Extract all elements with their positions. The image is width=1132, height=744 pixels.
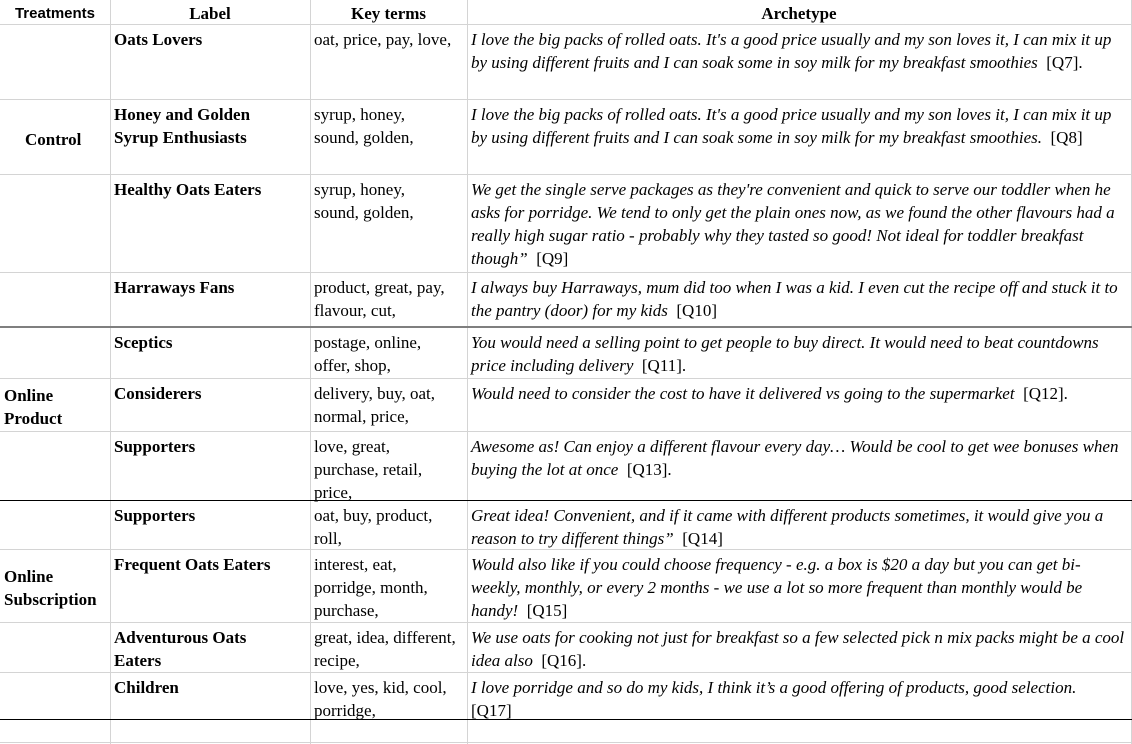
archetype-quote: Would also like if you could choose frequency - e.g. a box is $20 a day but you can get bi-weekly, monthly, or every 2 months - we use a lot so more frequent than monthly would be handy! — [471, 555, 1083, 620]
row-key-terms: syrup, honey, sound, golden, — [314, 105, 414, 147]
archetype-quote: You would need a selling point to get people to buy direct. It would need to beat countdowns price including delivery — [471, 333, 1099, 375]
row-divider — [0, 272, 1132, 273]
row-archetype — [471, 28, 1128, 74]
row-label: Harraways Fans — [114, 278, 235, 297]
row-archetype — [471, 553, 1130, 622]
archetype-quote: We use oats for cooking not just for breakfast so a few selected pick n mix packs might be a cool idea also — [471, 628, 1125, 670]
quote-reference: [Q11]. — [641, 356, 687, 375]
row-archetype — [471, 103, 1128, 149]
row-key-terms: interest, eat, porridge, month, purchase, — [314, 555, 428, 620]
column-divider — [110, 0, 111, 744]
row-key-terms: love, great, purchase, retail, price, — [314, 437, 423, 502]
row-label: Children — [114, 678, 179, 697]
row-archetype — [471, 676, 1111, 722]
row-divider — [0, 742, 1132, 743]
row-label: Frequent Oats Eaters — [114, 555, 271, 574]
column-divider — [310, 0, 311, 744]
quote-reference: [Q9] — [536, 249, 569, 268]
row-label: Healthy Oats Eaters — [114, 180, 262, 199]
row-label: Sceptics — [114, 333, 173, 352]
header-key-terms: Key terms — [350, 4, 427, 23]
row-archetype — [471, 276, 1128, 322]
column-divider — [467, 0, 468, 744]
quote-reference: [Q16]. — [541, 651, 587, 670]
row-divider — [0, 622, 1132, 623]
row-archetype — [471, 504, 1130, 550]
archetype-quote: We get the single serve packages as they're convenient and quick to serve our toddler when he asks for porridge. We tend to only get the plain ones now, as we found the other flavours had a really high sugar ratio - probably why they tasted so good! Not ideal for toddler breakfast though” — [471, 180, 1115, 268]
row-archetype — [471, 331, 1111, 377]
row-key-terms: great, idea, different, recipe, — [314, 628, 456, 670]
row-key-terms: love, yes, kid, cool, porridge, — [314, 678, 447, 720]
archetype-quote: I always buy Harraways, mum did too when I was a kid. I even cut the recipe off and stuck it to the pantry (door) for my kids — [471, 278, 1118, 320]
header-treatments: Treatments — [14, 5, 96, 22]
group-divider — [0, 326, 1132, 328]
row-archetype — [471, 178, 1130, 270]
group-divider — [0, 500, 1132, 501]
row-label: Considerers — [114, 384, 202, 403]
row-label: Supporters — [114, 506, 196, 525]
row-divider — [0, 431, 1132, 432]
quote-reference: [Q8] — [1050, 128, 1083, 147]
row-label: Honey and Golden Syrup Enthusiasts — [114, 105, 251, 147]
archetype-quote: I love porridge and so do my kids, I think it’s a good offering of products, good selection. — [471, 678, 1077, 697]
quote-reference: [Q13]. — [626, 460, 672, 479]
row-label: Oats Lovers — [114, 30, 203, 49]
row-divider — [0, 672, 1132, 673]
row-divider — [0, 174, 1132, 175]
header-label: Label — [189, 4, 231, 23]
row-divider — [0, 378, 1132, 379]
treatment-online-product: Online Product — [4, 386, 63, 428]
quote-reference: [Q17] — [471, 701, 512, 720]
row-divider — [0, 99, 1132, 100]
quote-reference: [Q14] — [682, 529, 723, 548]
header-archetype: Archetype — [761, 4, 837, 23]
row-archetype — [471, 435, 1130, 481]
treatment-control: Control — [25, 130, 82, 149]
quote-reference: [Q7]. — [1046, 53, 1083, 72]
archetype-quote: I love the big packs of rolled oats. It's a good price usually and my son loves it, I can mix it up by using different fruits and I can soak some in soy milk for my breakfast smoothies. — [471, 105, 1112, 147]
archetype-quote: Awesome as! Can enjoy a different flavour every day… Would be cool to get wee bonuses when buying the lot at once — [471, 437, 1119, 479]
row-archetype — [471, 626, 1130, 672]
row-key-terms: oat, price, pay, love, — [314, 30, 452, 49]
quote-reference: [Q15] — [526, 601, 568, 620]
quote-reference: [Q10] — [676, 301, 717, 320]
archetype-quote: Great idea! Convenient, and if it came with different products sometimes, it would give you a reason to try different things” — [471, 506, 1104, 548]
row-label: Supporters — [114, 437, 196, 456]
row-key-terms: postage, online, offer, shop, — [314, 333, 422, 375]
row-key-terms: oat, buy, product, roll, — [314, 506, 433, 548]
row-key-terms: product, great, pay, flavour, cut, — [314, 278, 445, 320]
row-label: Adventurous Oats Eaters — [114, 628, 247, 670]
archetype-quote: Would need to consider the cost to have it delivered vs going to the supermarket — [471, 384, 1015, 403]
row-archetype — [471, 382, 1130, 405]
archetype-quote: I love the big packs of rolled oats. It's a good price usually and my son loves it, I can mix it up by using different fruits and I can soak some in soy milk for my breakfast smoothies — [471, 30, 1112, 72]
row-key-terms: syrup, honey, sound, golden, — [314, 180, 414, 222]
quote-reference: [Q12]. — [1023, 384, 1068, 403]
row-key-terms: delivery, buy, oat, normal, price, — [314, 384, 436, 426]
treatment-online-subscription: Online Subscription — [4, 567, 97, 609]
